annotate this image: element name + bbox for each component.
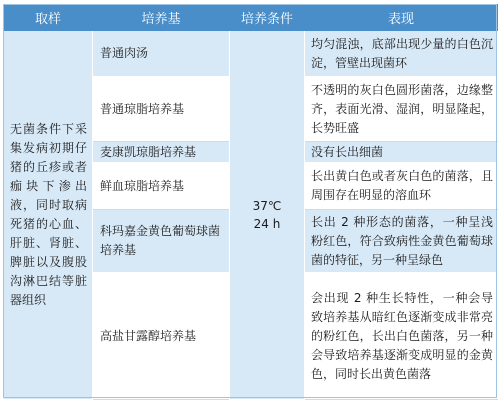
header-sampling: 取样	[4, 5, 93, 31]
medium-cell: 高盐甘露醇培养基	[93, 273, 230, 400]
observation-cell: 均匀混浊，底部出现少量的白色沉淀，管壁出现菌环	[305, 31, 498, 77]
medium-cell: 科玛嘉金黄色葡萄球菌培养基	[93, 210, 230, 273]
medium-cell: 鲜血琼脂培养基	[93, 163, 230, 210]
header-condition: 培养条件	[230, 5, 305, 31]
sample-description: 无菌条件下采集发病初期仔猪的丘疹或者痂块下渗出液，同时取病死猪的心血、肝脏、肾脏、脾脏以及腹股沟淋巴结等脏器组织	[4, 31, 93, 400]
culture-condition	[230, 31, 305, 400]
observation-cell: 会出现 2 种生长特性，一种会导致培养基从暗红色逐渐变成非常亮的粉红色，长出白色菌落，另一种会导致培养基逐渐变成明显的金黄色，同时长出黄色菌落	[305, 273, 498, 400]
condition-duration: 24 h	[253, 217, 281, 231]
observation-cell: 长出 2 种形态的菌落，一种呈浅粉红色，符合致病性金黄色葡萄球菌的特征，另一种呈绿色	[305, 210, 498, 273]
observation-cell: 长出黄白色或者灰白色的菌落，且周围存在明显的溶血环	[305, 163, 498, 210]
condition-temperature: 37℃	[252, 199, 282, 213]
table-header-row	[4, 5, 498, 31]
medium-cell: 普通肉汤	[93, 31, 230, 77]
medium-cell: 普通琼脂培养基	[93, 77, 230, 142]
header-observation: 表现	[305, 5, 498, 31]
observation-cell: 不透明的灰白色圆形菌落，边缘整齐，表面光滑、湿润，明显隆起，长势旺盛	[305, 77, 498, 142]
culture-results-table	[3, 4, 498, 400]
table-row	[4, 31, 498, 77]
header-medium: 培养基	[93, 5, 230, 31]
observation-cell: 没有长出细菌	[305, 142, 498, 163]
medium-cell: 麦康凯琼脂培养基	[93, 142, 230, 163]
